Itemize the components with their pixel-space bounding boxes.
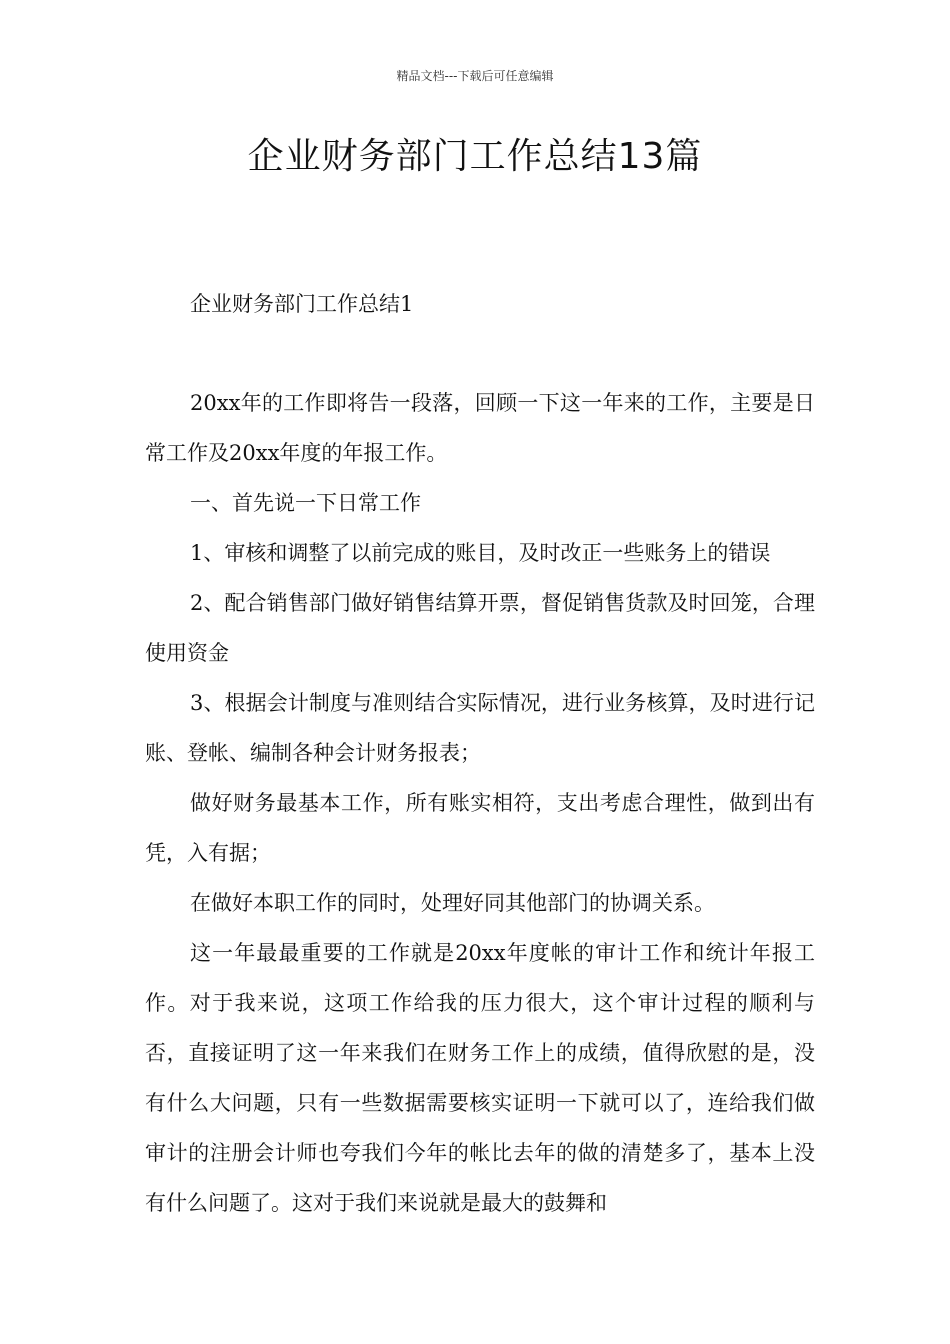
paragraph: 做好财务最基本工作，所有账实相符，支出考虑合理性，做到出有凭，入有据；	[145, 791, 815, 865]
paragraph: 20xx年的工作即将告一段落，回顾一下这一年来的工作，主要是日常工作及20xx年度的年报工作。	[145, 391, 815, 465]
document-body	[145, 378, 815, 1228]
paragraph: 2、配合销售部门做好销售结算开票，督促销售货款及时回笼，合理使用资金	[145, 591, 815, 665]
paragraph: 在做好本职工作的同时，处理好同其他部门的协调关系。	[190, 891, 715, 915]
section-heading: 企业财务部门工作总结1	[190, 292, 414, 316]
paragraph: 3、根据会计制度与准则结合实际情况，进行业务核算，及时进行记账、登帐、编制各种会计财务报表；	[145, 691, 815, 765]
header-note: 精品文档---下载后可任意编辑	[396, 69, 554, 83]
paragraph: 一、首先说一下日常工作	[190, 491, 421, 515]
paragraph: 1、审核和调整了以前完成的账目，及时改正一些账务上的错误	[190, 541, 771, 565]
paragraph: 这一年最最重要的工作就是20xx年度帐的审计工作和统计年报工作。对于我来说，这项工作给我的压力很大，这个审计过程的顺利与否，直接证明了这一年来我们在财务工作上的成绩，值得欣慰的是，没有什么大问题，只有一些数据需要核实证明一下就可以了，连给我们做审计的注册会计师也夸我们今年的帐比去年的做的清楚多了，基本上没有什么问题了。这对于我们来说就是最大的鼓舞和	[145, 941, 815, 1215]
document-title: 企业财务部门工作总结13篇	[247, 136, 703, 177]
